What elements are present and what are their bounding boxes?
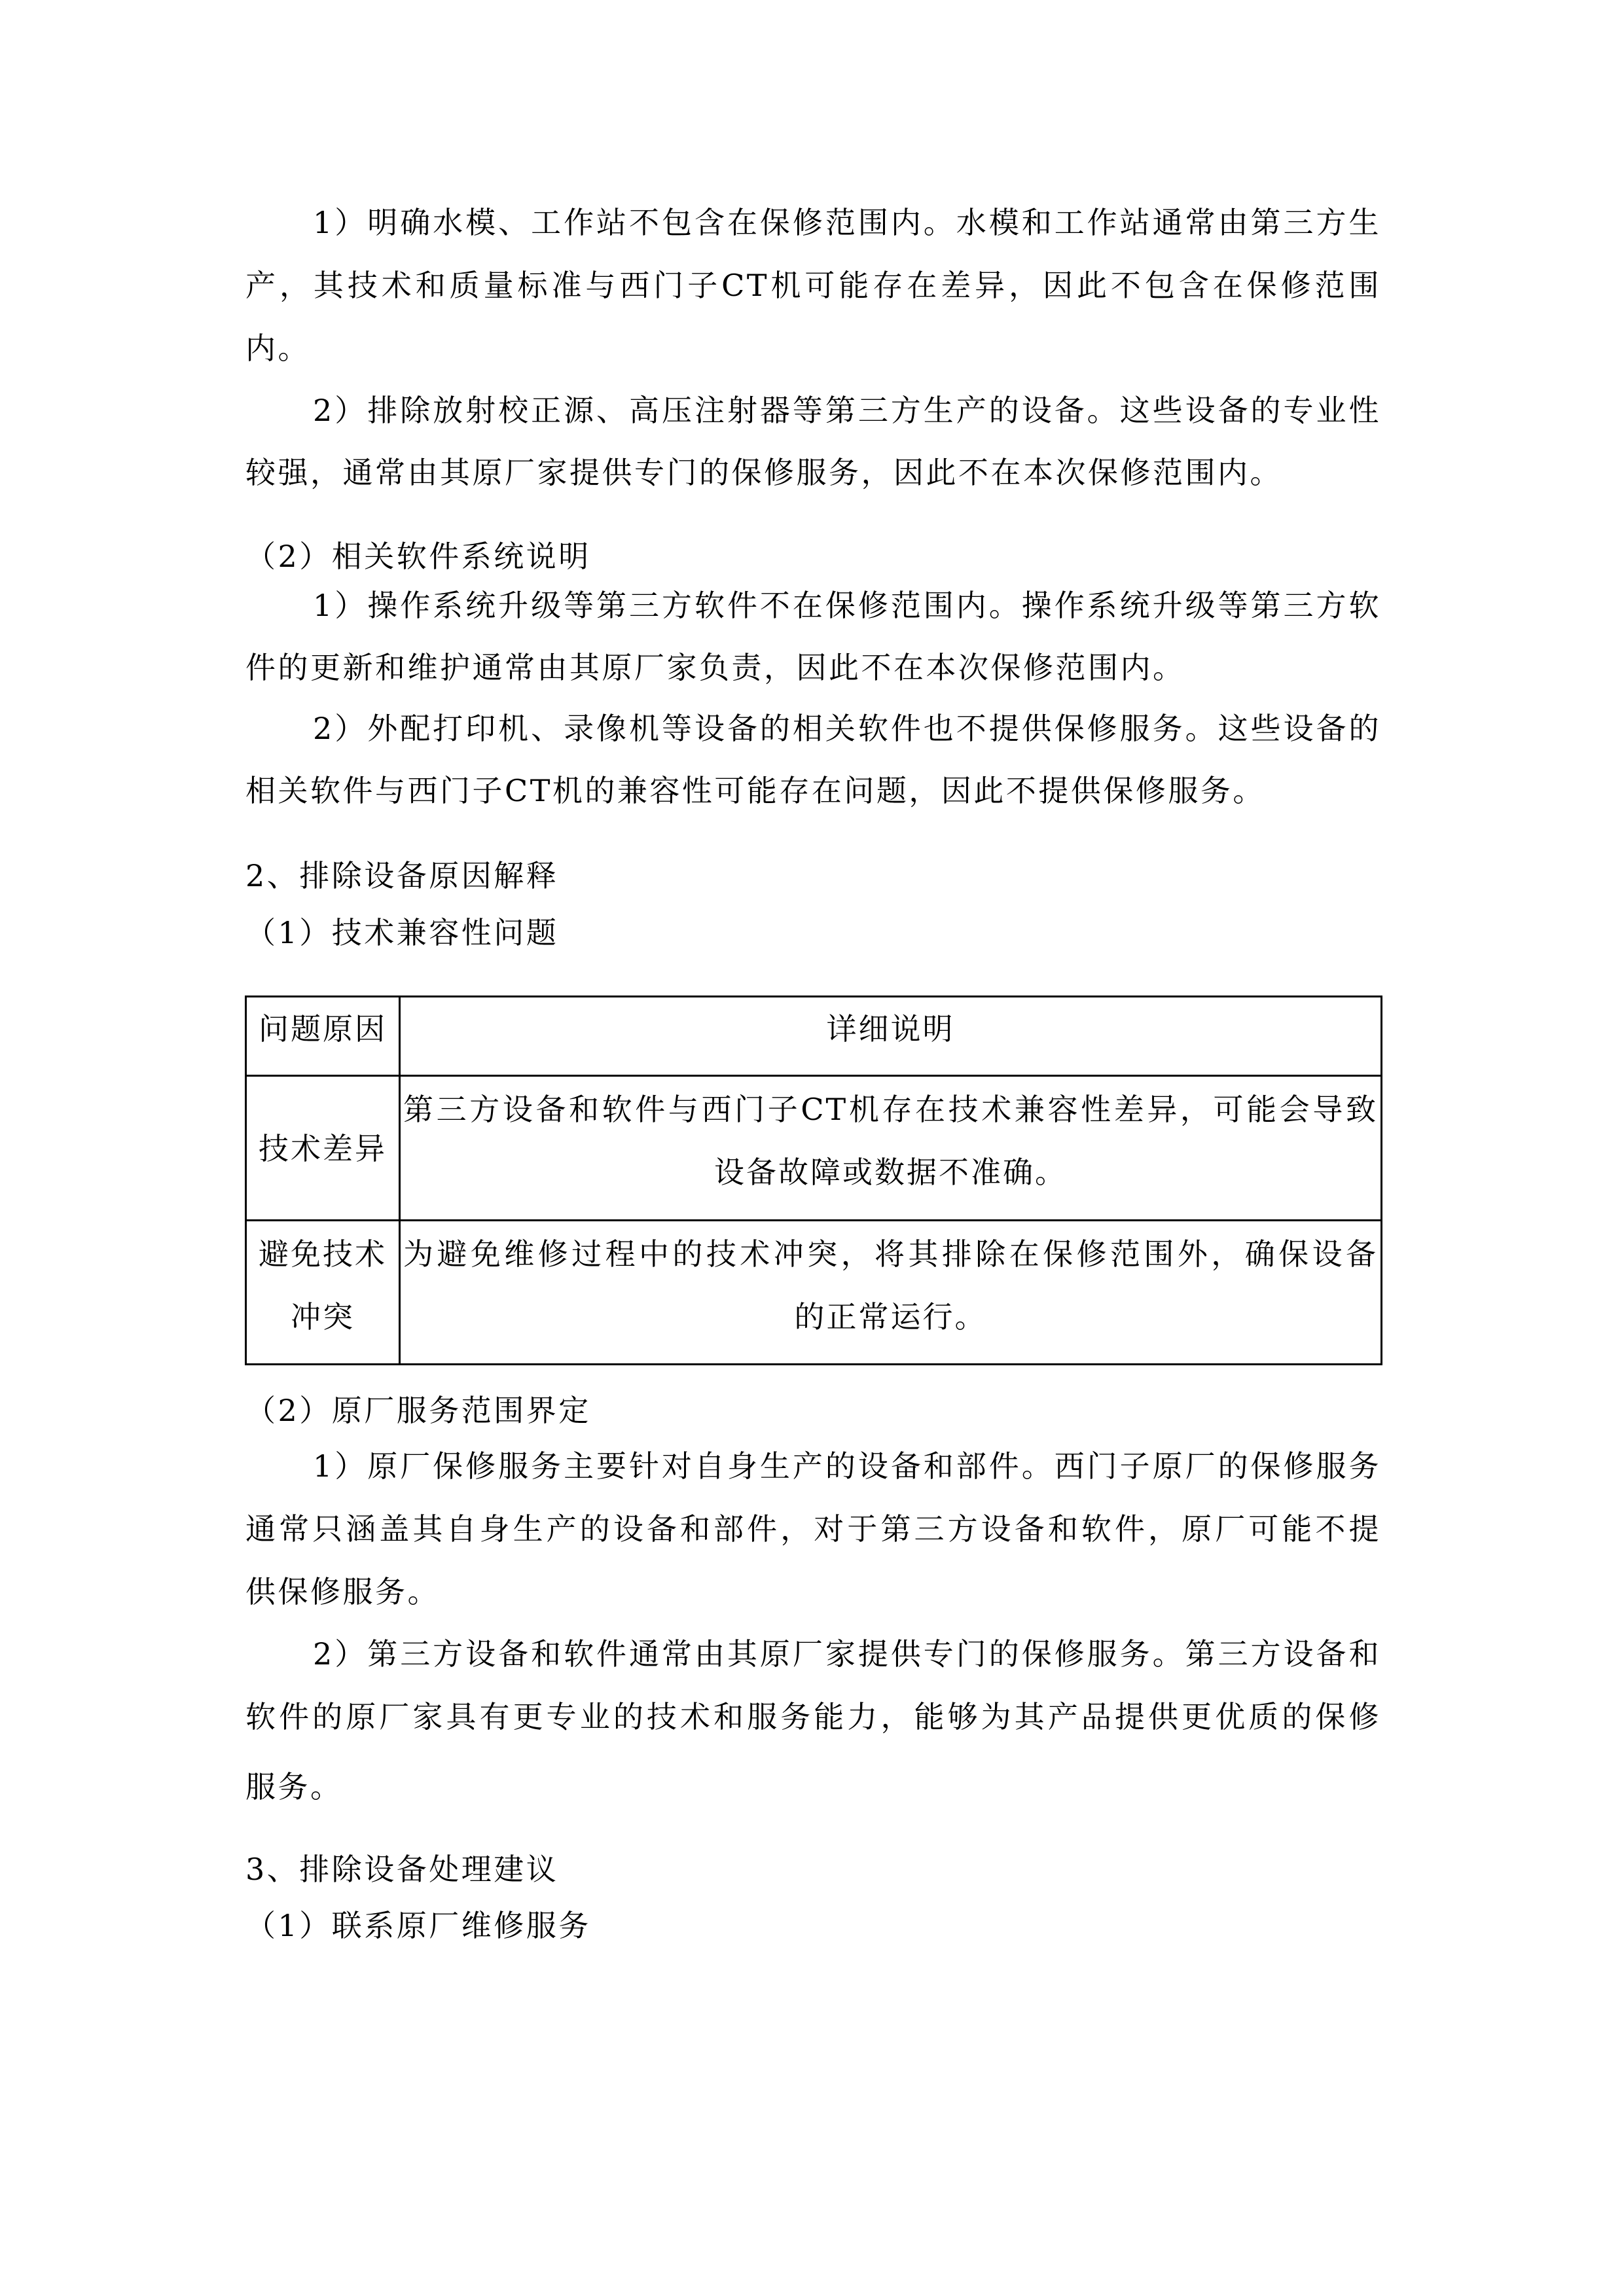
compatibility-table bbox=[245, 996, 1382, 1365]
paragraph-line: 内。 bbox=[245, 331, 310, 366]
paragraph-line: 产，其技术和质量标准与西门子CT机可能存在差异，因此不包含在保修范围 bbox=[245, 268, 1381, 303]
table-cell-detail bbox=[400, 1076, 1382, 1221]
paragraph-line: 通常只涵盖其自身生产的设备和部件，对于第三方设备和软件，原厂可能不提 bbox=[245, 1511, 1381, 1547]
cell-text: 为避免维修过程中的技术冲突，将其排除在保修范围外，确保设备 bbox=[403, 1236, 1378, 1272]
paragraph-line: 2）外配打印机、录像机等设备的相关软件也不提供保修服务。这些设备的 bbox=[313, 711, 1381, 746]
subsection-heading: （2）相关软件系统说明 bbox=[245, 539, 591, 574]
paragraph-line: 2）排除放射校正源、高压注射器等第三方生产的设备。这些设备的专业性 bbox=[313, 393, 1381, 428]
cell-text: 冲突 bbox=[291, 1299, 355, 1335]
section-heading: 3、排除设备处理建议 bbox=[245, 1852, 559, 1887]
subsection-heading: （1）技术兼容性问题 bbox=[245, 915, 559, 950]
paragraph-line: 1）明确水模、工作站不包含在保修范围内。水模和工作站通常由第三方生 bbox=[313, 205, 1381, 240]
table-header-cell bbox=[246, 997, 400, 1076]
paragraph-line: 服务。 bbox=[245, 1769, 343, 1804]
paragraph-line: 软件的原厂家具有更专业的技术和服务能力，能够为其产品提供更优质的保修 bbox=[245, 1699, 1381, 1734]
table-cell-reason bbox=[246, 1221, 400, 1365]
paragraph-line: 2）第三方设备和软件通常由其原厂家提供专门的保修服务。第三方设备和 bbox=[313, 1636, 1381, 1672]
cell-text: 的正常运行。 bbox=[794, 1299, 987, 1335]
table-header-row bbox=[246, 997, 1382, 1076]
table-row bbox=[246, 1221, 1382, 1365]
table-header-cell bbox=[400, 997, 1382, 1076]
section-heading: 2、排除设备原因解释 bbox=[245, 858, 559, 893]
header-detail: 详细说明 bbox=[826, 1011, 955, 1047]
table-cell-reason bbox=[246, 1076, 400, 1221]
paragraph-line: 较强，通常由其原厂家提供专门的保修服务，因此不在本次保修范围内。 bbox=[245, 455, 1282, 490]
cell-text: 设备故障或数据不准确。 bbox=[714, 1155, 1067, 1190]
paragraph-line: 1）原厂保修服务主要针对自身生产的设备和部件。西门子原厂的保修服务 bbox=[313, 1448, 1381, 1484]
cell-text: 避免技术 bbox=[259, 1236, 387, 1272]
cell-text: 技术差异 bbox=[259, 1131, 387, 1166]
paragraph-line: 相关软件与西门子CT机的兼容性可能存在问题，因此不提供保修服务。 bbox=[245, 773, 1265, 808]
paragraph-line: 供保修服务。 bbox=[245, 1574, 440, 1609]
table-row bbox=[246, 1076, 1382, 1221]
paragraph-line: 件的更新和维护通常由其原厂家负责，因此不在本次保修范围内。 bbox=[245, 650, 1185, 685]
table-cell-detail bbox=[400, 1221, 1382, 1365]
paragraph-line: 1）操作系统升级等第三方软件不在保修范围内。操作系统升级等第三方软 bbox=[313, 588, 1381, 623]
header-reason: 问题原因 bbox=[259, 1011, 387, 1047]
subsection-heading: （2）原厂服务范围界定 bbox=[245, 1393, 591, 1428]
subsection-heading: （1）联系原厂维修服务 bbox=[245, 1908, 591, 1943]
cell-text: 第三方设备和软件与西门子CT机存在技术兼容性差异，可能会导致 bbox=[403, 1092, 1378, 1127]
